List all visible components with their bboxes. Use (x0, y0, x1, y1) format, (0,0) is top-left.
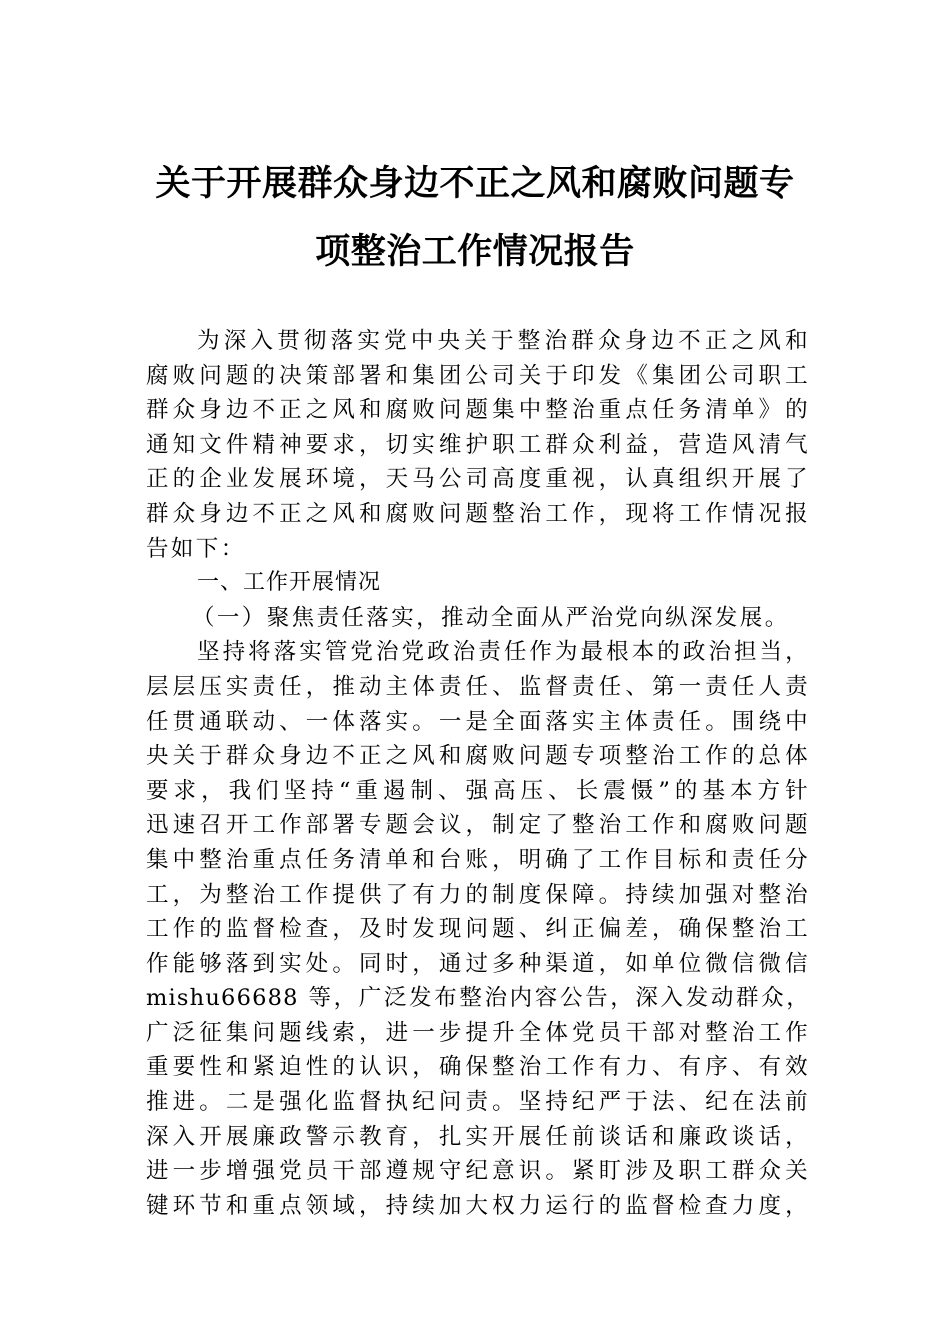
paragraph-line: 作能够落到实处。同时，通过多种渠道，如单位微信微信 (146, 950, 810, 977)
paragraph-line: 要求，我们坚持“重遏制、强高压、长震慑”的基本方针 (146, 777, 810, 804)
intro-line: 正的企业发展环境，天马公司高度重视，认真组织开展了 (146, 466, 810, 493)
paragraph-line: 广泛征集问题线索，进一步提升全体党员干部对整治工作 (146, 1019, 810, 1046)
document-title-line-2: 项整治工作情况报告 (315, 231, 635, 272)
document-body (146, 324, 810, 1223)
paragraph-line: 层层压实责任，推动主体责任、监督责任、第一责任人责 (146, 673, 810, 700)
intro-line: 通知文件精神要求，切实维护职工群众利益，营造风清气 (146, 431, 810, 458)
intro-line: 为深入贯彻落实党中央关于整治群众身边不正之风和 (197, 328, 810, 354)
intro-line: 腐败问题的决策部署和集团公司关于印发《集团公司职工 (146, 362, 810, 389)
paragraph-line: 任贯通联动、一体落实。一是全面落实主体责任。围绕中 (146, 708, 810, 735)
section-heading: 一、工作开展情况 (197, 570, 382, 596)
subsection-heading: （一）聚焦责任落实，推动全面从严治党向纵深发展。 (192, 604, 790, 631)
paragraph-line: 坚持将落实管党治党政治责任作为最根本的政治担当， (197, 639, 810, 666)
paragraph-line: 推进。二是强化监督执纪问责。坚持纪严于法、纪在法前 (146, 1089, 810, 1116)
paragraph-line: 进一步增强党员干部遵规守纪意识。紧盯涉及职工群众关 (146, 1158, 810, 1185)
paragraph-line: 深入开展廉政警示教育，扎实开展任前谈话和廉政谈话， (146, 1123, 810, 1150)
paragraph-line: mishu66688 等，广泛发布整治内容公告，深入发动群众， (146, 985, 810, 1012)
document-title-line-1: 关于开展群众身边不正之风和腐败问题专 (155, 163, 795, 204)
paragraph-line: 键环节和重点领域，持续加大权力运行的监督检查力度， (146, 1192, 810, 1219)
paragraph-line: 重要性和紧迫性的认识，确保整治工作有力、有序、有效 (146, 1054, 810, 1081)
intro-line: 群众身边不正之风和腐败问题集中整治重点任务清单》的 (146, 397, 810, 424)
intro-line: 群众身边不正之风和腐败问题整治工作，现将工作情况报 (146, 500, 810, 527)
paragraph-line: 工，为整治工作提供了有力的制度保障。持续加强对整治 (146, 881, 810, 908)
paragraph-line: 工作的监督检查，及时发现问题、纠正偏差，确保整治工 (146, 916, 810, 943)
paragraph-line: 集中整治重点任务清单和台账，明确了工作目标和责任分 (146, 846, 810, 873)
paragraph-line: 央关于群众身边不正之风和腐败问题专项整治工作的总体 (146, 743, 810, 770)
paragraph-line: 迅速召开工作部署专题会议，制定了整治工作和腐败问题 (146, 812, 810, 839)
intro-line: 告如下： (146, 535, 246, 562)
